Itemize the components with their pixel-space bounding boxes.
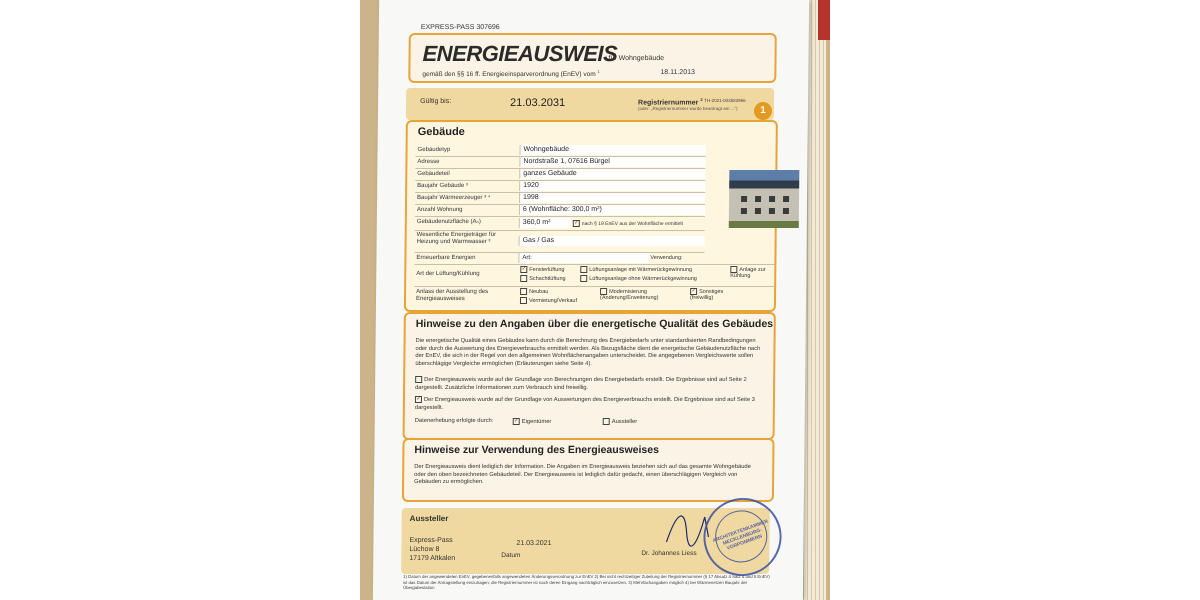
table-row: Baujahr Gebäude ³ 1920 bbox=[415, 180, 705, 193]
table-row: Gebäudetyp Wohngebäude bbox=[415, 144, 705, 157]
table-row: Erneuerbare Energien Art: Verwendung: bbox=[414, 252, 774, 265]
option-aussteller[interactable]: Aussteller bbox=[603, 418, 638, 427]
regulation-date: 18.11.2013 bbox=[660, 69, 695, 76]
pass-number: EXPRESS-PASS 307696 bbox=[420, 24, 500, 31]
option-lueftung-mit-wrg[interactable]: Lüftungsanlage mit Wärmerückgewinnung bbox=[580, 266, 692, 273]
red-folder-corner bbox=[818, 0, 830, 40]
table-row: Art der Lüftung/Kühlung ✓ Fensterlüftung Schachtlüftung Lüftungsanlage mit Wärmerückgewinnung Lüftungsanlage ohne Wärmerückgewinnung Anlage zur Kühlung bbox=[414, 264, 774, 287]
building-photo bbox=[729, 170, 800, 228]
registration-note: (oder: „Registriernummer wurde beantragt am ...“) bbox=[637, 106, 738, 111]
building-section bbox=[404, 120, 778, 312]
option-fensterlueftung[interactable]: ✓ Fensterlüftung bbox=[521, 266, 565, 273]
option-lueftung-ohne-wrg[interactable]: Lüftungsanlage ohne Wärmerückgewinnung bbox=[580, 275, 697, 282]
table-row: Baujahr Wärmeerzeuger ³ ⁴ 1998 bbox=[415, 192, 705, 205]
regulation-reference: gemäß den §§ 16 ff. Energieeinsparverordnung (EnEV) vom $^1$ bbox=[422, 69, 600, 79]
registration-label: Registriernummer $^2$ bbox=[638, 97, 703, 107]
option-kuehlung[interactable]: Anlage zur Kühlung bbox=[730, 266, 766, 279]
document-title: ENERGIEAUSWEIS bbox=[422, 41, 618, 66]
certificate-page bbox=[373, 0, 809, 600]
nutzflaeche-note: ✓ nach § 19 EnEV aus der Wohnfläche ermittelt bbox=[574, 220, 683, 227]
issuer-signature-name: Dr. Johannes Liess bbox=[641, 550, 697, 557]
issue-date: 21.03.2021 bbox=[516, 540, 552, 547]
nutzflaeche-checkbox[interactable]: ✓ bbox=[574, 220, 579, 226]
quality-notes-paragraph: Die energetische Qualität eines Gebäudes kann durch die Berechnung des Energiebedarfs unter standardisierten Randbedingungen oder durch die Auswertung des Energieverbrauchs ermittelt werden. Als Bezugsfläche dient die energetische Gebäudenutzfläche nach der EnEV, die sich in der Regel von den allgemeinen Wohnflächenangaben unterscheidet. Die angegebenen Vergleichswerte sollen überschlägige Vergleiche ermöglichen (Erläuterungen siehe Seite 4). bbox=[415, 338, 761, 367]
document-subtitle: für Wohngebäude bbox=[608, 55, 665, 62]
option-bedarf[interactable]: Der Energieausweis wurde auf der Grundlage von Berechnungen des Energiebedarfs erstellt. Die Ergebnisse sind auf Seite 2 dargestellt. Zusätzliche Informationen zum Verbrauch sind freiwillig. bbox=[415, 377, 747, 391]
option-sonstiges[interactable]: ✓ Sonstiges (freiwillig) bbox=[689, 288, 724, 301]
table-row: Adresse Nordstraße 1, 07616 Bürgel bbox=[415, 156, 705, 169]
verwendung-label: Verwendung: bbox=[650, 255, 683, 261]
option-modernisierung[interactable]: Modernisierung (Änderung/Erweiterung) bbox=[599, 288, 659, 301]
option-schachtlueftung[interactable]: Schachtlüftung bbox=[520, 275, 565, 282]
option-verbrauch[interactable]: ✓ Der Energieausweis wurde auf der Grundlage von Auswertungen des Energieverbrauchs erstellt. Die Ergebnisse sind auf Seite 3 dargestellt. bbox=[414, 396, 755, 411]
option-vermietung[interactable]: Vermietung/Verkauf bbox=[520, 297, 577, 304]
registration-number: TH-2021-003583966 bbox=[704, 98, 746, 103]
valid-until-label: Gültig bis: bbox=[420, 98, 452, 105]
usage-notes-paragraph: Der Energieausweis dient lediglich der Information. Die Angaben im Energieausweis beziehen sich auf das gesamte Wohngebäude oder den oben bezeichneten Gebäudeteil. Der Energieausweis ist lediglich dafür gedacht, einen überschlägigen Vergleich von Gebäuden zu ermöglichen. bbox=[414, 464, 751, 485]
quality-notes-section bbox=[403, 312, 776, 440]
data-collection-label: Datenerhebung erfolgte durch: bbox=[414, 418, 494, 424]
page-number-badge: 1 bbox=[754, 102, 772, 120]
title-box bbox=[408, 33, 777, 83]
official-stamp: ARCHITEKTENKAMMER MECKLENBURG-VORPOMMERN bbox=[693, 487, 792, 587]
table-row: Anzahl Wohnung 6 (Wohnfläche: 300,0 m²) bbox=[415, 204, 705, 217]
usage-notes-title: Hinweise zur Verwendung des Energieausweises bbox=[414, 444, 660, 456]
issuer-title: Aussteller bbox=[409, 514, 449, 523]
table-row: Wesentliche Energieträger für Heizung und Warmwasser ³ Gas / Gas bbox=[414, 230, 704, 253]
table-row: Anlass der Ausstellung des Energieausweises Neubau Vermietung/Verkauf Modernisierung (Änderung/Erweiterung) ✓ Sonstiges (freiwillig) bbox=[414, 286, 774, 306]
option-eigentuemer[interactable]: ✓ Eigentümer bbox=[514, 418, 552, 426]
valid-until-date: 21.03.2031 bbox=[510, 97, 566, 109]
option-neubau[interactable]: Neubau bbox=[520, 288, 548, 295]
quality-notes-title: Hinweise zu den Angaben über die energetische Qualität des Gebäudes bbox=[415, 318, 774, 330]
validity-strip bbox=[406, 88, 774, 120]
table-row: Gebäudenutzfläche (Aₙ) 360,0 m² ✓ nach § 19 EnEV aus der Wohnfläche ermittelt bbox=[415, 216, 705, 231]
table-row: Gebäudeteil ganzes Gebäude bbox=[415, 168, 705, 181]
footnotes: 1) Datum der angewendeten EnEV, gegebenenfalls angewendeten Änderungsverordnung zur EnEV 2) Bei nicht rechtzeitiger Zuteilung der Registriernummer (§ 17 Absatz 4 Satz 4 und 5 EnEV) ist das Datum der Antragstellung einzutragen; die Registriernummer ist nach deren Eingang nachträglich einzusetzen. 3) Mehrfachangaben möglich 4) bei Wärmenetzen Baujahr der Übergabestation bbox=[402, 574, 770, 590]
building-section-title: Gebäude bbox=[417, 126, 465, 138]
usage-notes-section bbox=[402, 438, 775, 502]
issue-date-label: Datum bbox=[501, 552, 521, 559]
issuer-address: Express-Pass Lüchow 8 17179 Altkalen bbox=[409, 537, 456, 562]
